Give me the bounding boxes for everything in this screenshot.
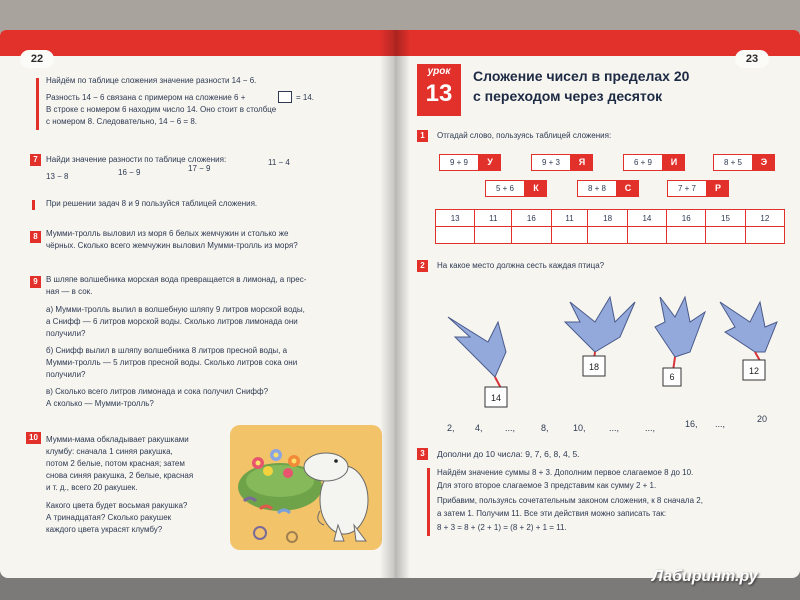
book-spine-shadow xyxy=(380,30,410,578)
riddle-card xyxy=(713,154,775,171)
moomin-mama-illustration xyxy=(230,425,382,550)
example-line-3: В строке с номером 6 находим число 14. Оно стоит в столбце xyxy=(46,105,277,114)
task-9-line-10: А сколько — Мумми-тролль? xyxy=(46,399,154,408)
answer-letters-row xyxy=(436,227,785,244)
answer-blank xyxy=(667,227,706,244)
answer-blank xyxy=(436,227,475,244)
riddle-card xyxy=(667,180,729,197)
task-10-line-3: потом 2 белые, потом красная; затем xyxy=(46,459,185,468)
riddle-card xyxy=(485,180,547,197)
example-line-2: Разность 14 − 6 связана с примером на сложение 6 + xyxy=(46,93,246,102)
task-7-number: 7 xyxy=(30,154,41,166)
riddle-expression: 8 + 5 xyxy=(713,154,753,171)
answer-number: 11 xyxy=(475,210,512,227)
watermark-logo: Лабиринт.ру xyxy=(652,568,758,585)
lesson-title-line-2: с переходом через десяток xyxy=(473,88,663,104)
task-9-number: 9 xyxy=(30,276,41,288)
bird-card-number: 18 xyxy=(588,362,600,372)
answer-number: 15 xyxy=(706,210,745,227)
riddle-letter: Э xyxy=(753,154,775,171)
left-page-number: 22 xyxy=(20,50,54,68)
left-page xyxy=(0,30,395,578)
explanation-line-5: 8 + 3 = 8 + (2 + 1) = (8 + 2) + 1 = 11. xyxy=(437,523,567,532)
riddle-expression: 9 + 9 xyxy=(439,154,479,171)
task-1-text: Отгадай слово, пользуясь таблицей сложения: xyxy=(437,131,612,140)
task-10-line-7: А тринадцатая? Сколько ракушек xyxy=(46,513,172,522)
riddle-expression: 8 + 8 xyxy=(577,180,617,197)
riddle-card xyxy=(577,180,639,197)
task-3-text: Дополни до 10 числа: 9, 7, 6, 8, 4, 5. xyxy=(437,449,580,459)
task-10-line-6: Какого цвета будет восьмая ракушка? xyxy=(46,501,188,510)
right-page xyxy=(395,30,800,578)
explanation-line-1: Найдём значение суммы 8 + 3. Дополним первое слагаемое 8 до 10. xyxy=(437,468,694,477)
open-book xyxy=(0,30,800,590)
task-9-line-6: б) Снифф вылил в шляпу волшебника 8 литров пресной воды, а xyxy=(46,346,288,355)
task-9-line-2: ная — в сок. xyxy=(46,287,93,296)
right-page-number: 23 xyxy=(735,50,769,68)
riddle-letter: С xyxy=(617,180,639,197)
explanation-rule-bar xyxy=(427,468,430,536)
task-7-expr-4: 11 − 4 xyxy=(268,158,290,167)
lesson-badge xyxy=(417,64,461,116)
bird-card-number: 14 xyxy=(490,393,502,403)
note-text: При решении задач 8 и 9 пользуйся таблицей сложения. xyxy=(46,199,258,208)
task-10-line-4: снова синяя ракушка, 2 белые, красная xyxy=(46,471,194,480)
note-rule-bar xyxy=(32,200,35,210)
answer-blank xyxy=(588,227,627,244)
riddle-expression: 9 + 3 xyxy=(531,154,571,171)
left-page-header-band xyxy=(0,30,395,56)
task-9-line-1: В шляпе волшебника морская вода превращается в лимонад, а прес- xyxy=(46,275,307,284)
bird-card-number: 6 xyxy=(669,372,675,382)
answer-number: 16 xyxy=(667,210,706,227)
riddle-letter: Я xyxy=(571,154,593,171)
riddle-letter: К xyxy=(525,180,547,197)
sequence-item: ..., xyxy=(715,419,726,429)
answer-number: 12 xyxy=(745,210,784,227)
sequence-item: 2, xyxy=(447,423,455,433)
task-9-line-9: в) Сколько всего литров лимонада и сока получил Снифф? xyxy=(46,387,269,396)
explanation-line-4: а затем 1. Получим 11. Все эти действия можно записать так: xyxy=(437,509,667,518)
riddle-letter: Р xyxy=(707,180,729,197)
sequence-item: ..., xyxy=(609,423,620,433)
task-7-expr-2: 16 − 9 xyxy=(118,168,141,177)
task-10-line-5: и т. д., всего 20 ракушек. xyxy=(46,483,138,492)
lesson-word: урок xyxy=(427,66,451,77)
task-2-text: На какое место должна сесть каждая птица? xyxy=(437,261,605,270)
answer-blank xyxy=(512,227,551,244)
sequence-item: 16, xyxy=(685,419,698,429)
answer-blank xyxy=(551,227,588,244)
task-7-text: Найди значение разности по таблице сложения: xyxy=(46,155,227,164)
riddle-card xyxy=(531,154,593,171)
task-8-number: 8 xyxy=(30,231,41,243)
answer-blank-box xyxy=(278,91,292,103)
answer-table xyxy=(435,209,785,244)
task-10-line-2: клумбу: сначала 1 синяя ракушка, xyxy=(46,447,173,456)
lesson-title-line-1: Сложение чисел в пределах 20 xyxy=(473,68,690,84)
answer-blank xyxy=(475,227,512,244)
answer-blank xyxy=(745,227,784,244)
task-9-line-7: Мумми-тролль — 5 литров пресной воды. Сколько литров сока они xyxy=(46,358,298,367)
riddle-letter: И xyxy=(663,154,685,171)
task-10-line-1: Мумми-мама обкладывает ракушками xyxy=(46,435,189,444)
riddle-letter: У xyxy=(479,154,501,171)
riddle-expression: 7 + 7 xyxy=(667,180,707,197)
task-10-line-8: каждого цвета украсят клумбу? xyxy=(46,525,163,534)
task-9-line-8: получили? xyxy=(46,370,86,379)
sequence-item: 8, xyxy=(541,423,549,433)
task-2-number: 2 xyxy=(417,260,428,272)
task-9-line-3: а) Мумми-тролль вылил в волшебную шляпу 9 литров морской воды, xyxy=(46,305,305,314)
example-line-4: с номером 8. Следовательно, 14 − 6 = 8. xyxy=(46,117,197,126)
example-line-2-end: = 14. xyxy=(296,93,315,102)
answer-number: 13 xyxy=(436,210,475,227)
task-7-expr-3: 17 − 9 xyxy=(188,164,211,173)
task-9-line-5: получили? xyxy=(46,329,86,338)
example-line-1: Найдём по таблице сложения значение разности 14 − 6. xyxy=(46,76,257,85)
task-9-line-4: а Снифф — 6 литров морской воды. Сколько литров лимонада они xyxy=(46,317,298,326)
answer-number: 11 xyxy=(551,210,588,227)
riddle-expression: 5 + 6 xyxy=(485,180,525,197)
answer-numbers-row xyxy=(436,210,785,227)
example-rule-bar xyxy=(36,78,39,130)
task-7-expr-1: 13 − 8 xyxy=(46,172,69,181)
task-1-number: 1 xyxy=(417,130,428,142)
task-8-line-1: Мумми-тролль выловил из моря 6 белых жемчужин и столько же xyxy=(46,229,289,238)
sequence-item: ..., xyxy=(505,423,516,433)
lesson-number: 13 xyxy=(425,80,453,107)
sequence-item: 20 xyxy=(757,414,768,424)
explanation-line-2: Для этого второе слагаемое 3 представим как сумму 2 + 1. xyxy=(437,481,657,490)
bird-card-number: 12 xyxy=(748,366,760,376)
sequence-item: ..., xyxy=(645,423,656,433)
riddle-expression: 6 + 9 xyxy=(623,154,663,171)
bird-2 xyxy=(565,297,635,376)
birds-illustration xyxy=(435,282,785,422)
task-3-number: 3 xyxy=(417,448,428,460)
answer-blank xyxy=(627,227,666,244)
riddle-card xyxy=(439,154,501,171)
sequence-item: 10, xyxy=(573,423,586,433)
riddle-card xyxy=(623,154,685,171)
task-8-line-2: чёрных. Сколько всего жемчужин выловил Мумми-тролль из моря? xyxy=(46,241,298,250)
task-10-number: 10 xyxy=(26,432,41,444)
answer-number: 18 xyxy=(588,210,627,227)
sequence-item: 4, xyxy=(475,423,483,433)
explanation-line-3: Прибавим, пользуясь сочетательным законом сложения, к 8 сначала 2, xyxy=(437,496,703,505)
answer-blank xyxy=(706,227,745,244)
bird-3 xyxy=(655,297,705,386)
answer-number: 14 xyxy=(627,210,666,227)
answer-number: 16 xyxy=(512,210,551,227)
